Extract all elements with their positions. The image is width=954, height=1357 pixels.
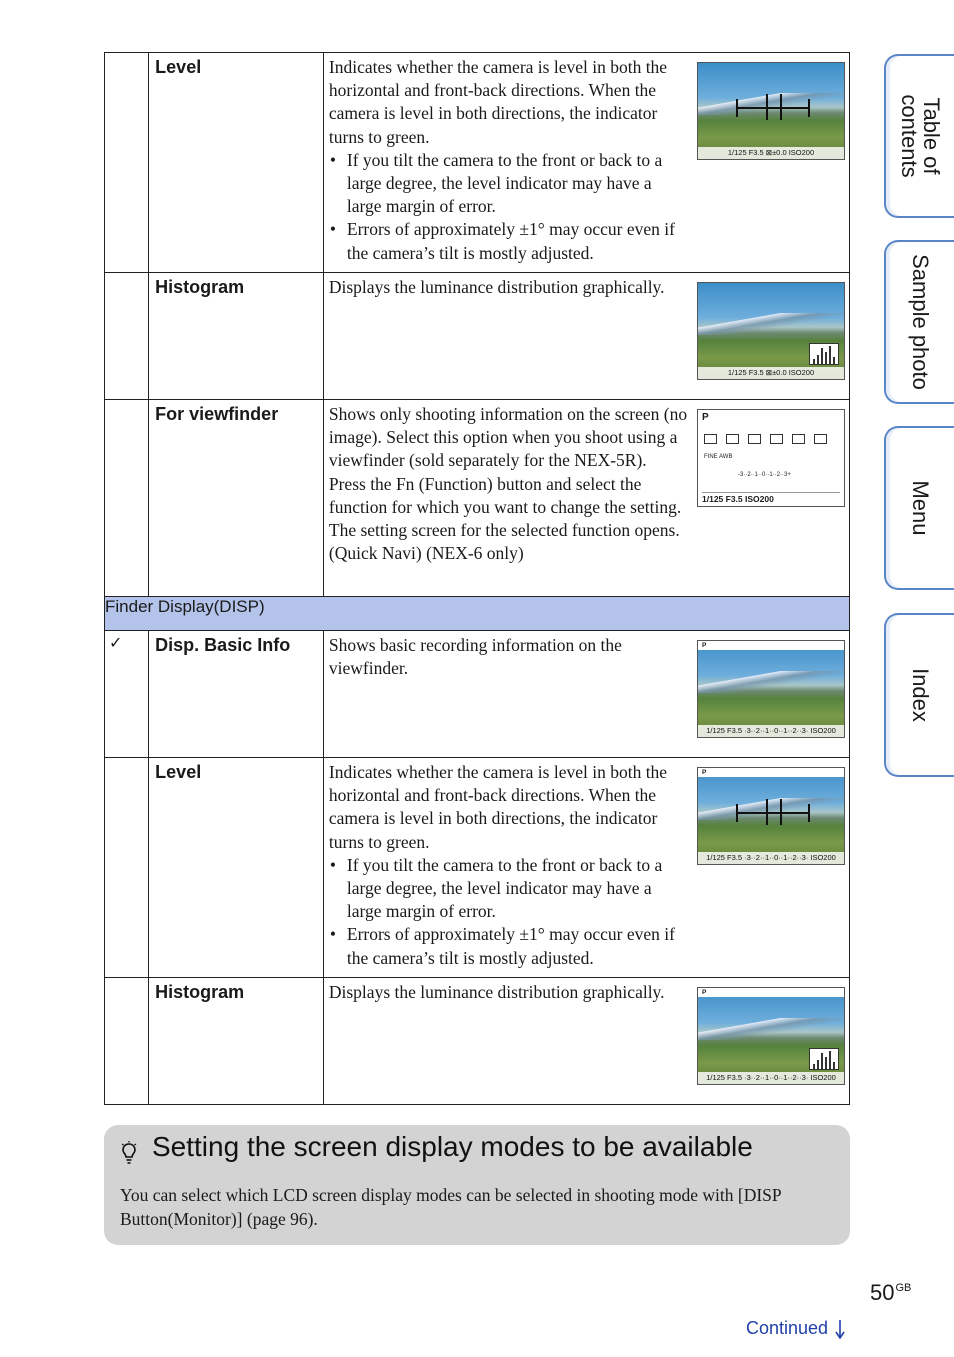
term-label: Level xyxy=(155,762,202,782)
bullet-item: • Errors of approximately ±1° may occur even if the camera’s tilt is mostly adjusted. xyxy=(329,923,689,969)
description-cell xyxy=(323,400,849,597)
shooting-mode-label: P xyxy=(698,768,844,777)
settings-table xyxy=(104,52,850,1105)
description-text: Displays the luminance distribution graphically. xyxy=(328,277,665,297)
term-cell xyxy=(149,273,324,400)
level-screen-image xyxy=(697,62,845,160)
shooting-info-bar: 1/125 F3.5 ⊠±0.0 ISO200 xyxy=(698,367,844,379)
tab-menu[interactable] xyxy=(884,426,954,590)
shooting-info-bar: 1/125 F3.5 ·3··2··1··0··1··2··3· ISO200 xyxy=(698,852,844,864)
quality-row: FINE AWB xyxy=(704,454,733,460)
lightbulb-icon xyxy=(121,1141,137,1165)
shooting-mode-label: P xyxy=(702,412,709,423)
term-cell xyxy=(149,400,324,597)
exposure-scale: -3··2··1··0··1··2··3+ xyxy=(738,472,791,478)
mark-cell xyxy=(105,273,149,400)
level-screen-image xyxy=(697,767,845,865)
tab-label: Table of contents xyxy=(897,94,944,178)
shooting-mode-label: P xyxy=(698,988,844,997)
tab-table-of-contents[interactable] xyxy=(884,54,954,218)
page-number: $50^{GB}$ xyxy=(870,1280,912,1305)
section-header-row xyxy=(105,597,850,631)
description-cell xyxy=(323,978,849,1105)
description-cell xyxy=(323,53,849,273)
bullet-item: • Errors of approximately ±1° may occur even if the camera’s tilt is mostly adjusted. xyxy=(329,218,689,264)
tab-label: Index xyxy=(908,668,933,722)
mark-cell xyxy=(105,978,149,1105)
histogram-screen-image xyxy=(697,282,845,380)
setting-icons-row xyxy=(704,434,836,444)
tip-box xyxy=(104,1125,850,1245)
page-suffix: GB xyxy=(895,1282,912,1294)
shooting-info-bar: 1/125 F3.5 ·3··2··1··0··1··2··3· ISO200 xyxy=(698,725,844,737)
description-cell xyxy=(323,273,849,400)
continued-link[interactable] xyxy=(746,1318,845,1339)
description-text: Shows basic recording information on the viewfinder. xyxy=(328,635,622,679)
description-text: Indicates whether the camera is level in both the horizontal and front-back directions. When the camera is level in both directions, the indicator turns to green. xyxy=(328,762,668,852)
term-cell xyxy=(149,758,324,978)
tab-label: Menu xyxy=(908,480,933,536)
tab-sample-photo[interactable] xyxy=(884,240,954,404)
section-title: Finder Display(DISP) xyxy=(105,597,850,631)
tip-title: Setting the screen display modes to be available xyxy=(152,1131,753,1162)
mark-cell xyxy=(105,631,149,758)
term-cell xyxy=(149,53,324,273)
bullet-list xyxy=(329,854,689,970)
term-label: Disp. Basic Info xyxy=(155,635,291,655)
default-check-icon: ✓ xyxy=(109,633,123,652)
tab-label: Sample photo xyxy=(908,254,933,390)
table-row xyxy=(105,758,850,978)
mark-cell xyxy=(105,53,149,273)
description-cell xyxy=(323,758,849,978)
term-label: Level xyxy=(155,57,202,77)
basic-info-screen-image xyxy=(697,640,845,738)
description-text: Indicates whether the camera is level in both the horizontal and front-back directions. When the camera is level in both directions, the indicator turns to green. xyxy=(328,57,668,147)
tip-text: You can select which LCD screen display modes can be selected in shooting mode with [DISP Button(Monitor)] (page 96). xyxy=(120,1185,781,1229)
arrow-down-icon xyxy=(835,1319,845,1339)
viewfinder-info-screen-image xyxy=(697,409,845,507)
shooting-info-bar: 1/125 F3.5 ·3··2··1··0··1··2··3· ISO200 xyxy=(698,1072,844,1084)
term-label: For viewfinder xyxy=(155,404,279,424)
table-row xyxy=(105,53,850,273)
mark-cell xyxy=(105,400,149,597)
bullet-item: • If you tilt the camera to the front or back to a large degree, the level indicator may have a large margin of error. xyxy=(329,854,689,924)
table-row xyxy=(105,978,850,1105)
term-cell xyxy=(149,631,324,758)
term-label: Histogram xyxy=(155,982,245,1002)
table-row xyxy=(105,273,850,400)
description-text: Press the Fn (Function) button and select the function for which you want to change the setting. The setting screen for the selected function opens. (Quick Navi) (NEX-6 only) xyxy=(328,473,682,564)
bullet-item: • If you tilt the camera to the front or back to a large degree, the level indicator may have a large margin of error. xyxy=(329,149,689,219)
histogram-screen-image xyxy=(697,987,845,1085)
term-cell xyxy=(149,978,324,1105)
description-text: Shows only shooting information on the screen (no image). Select this option when you shoot using a viewfinder (sold separately for the NEX-5R). xyxy=(328,404,688,471)
table-row xyxy=(105,400,850,597)
bullet-list xyxy=(329,149,689,265)
shooting-info-bar: 1/125 F3.5 ⊠±0.0 ISO200 xyxy=(698,147,844,159)
tab-index[interactable] xyxy=(884,613,954,777)
description-text: Displays the luminance distribution graphically. xyxy=(328,982,665,1002)
histogram-icon xyxy=(809,1048,839,1070)
histogram-icon xyxy=(809,343,839,365)
level-indicator-icon xyxy=(736,804,810,822)
shooting-mode-label: P xyxy=(698,641,844,650)
mark-cell xyxy=(105,758,149,978)
description-cell xyxy=(323,631,849,758)
exposure-info-bar: 1/125 F3.5 ISO200 xyxy=(702,492,840,504)
term-label: Histogram xyxy=(155,277,245,297)
level-indicator-icon xyxy=(736,99,810,117)
table-row xyxy=(105,631,850,758)
continued-label: Continued xyxy=(746,1318,829,1338)
